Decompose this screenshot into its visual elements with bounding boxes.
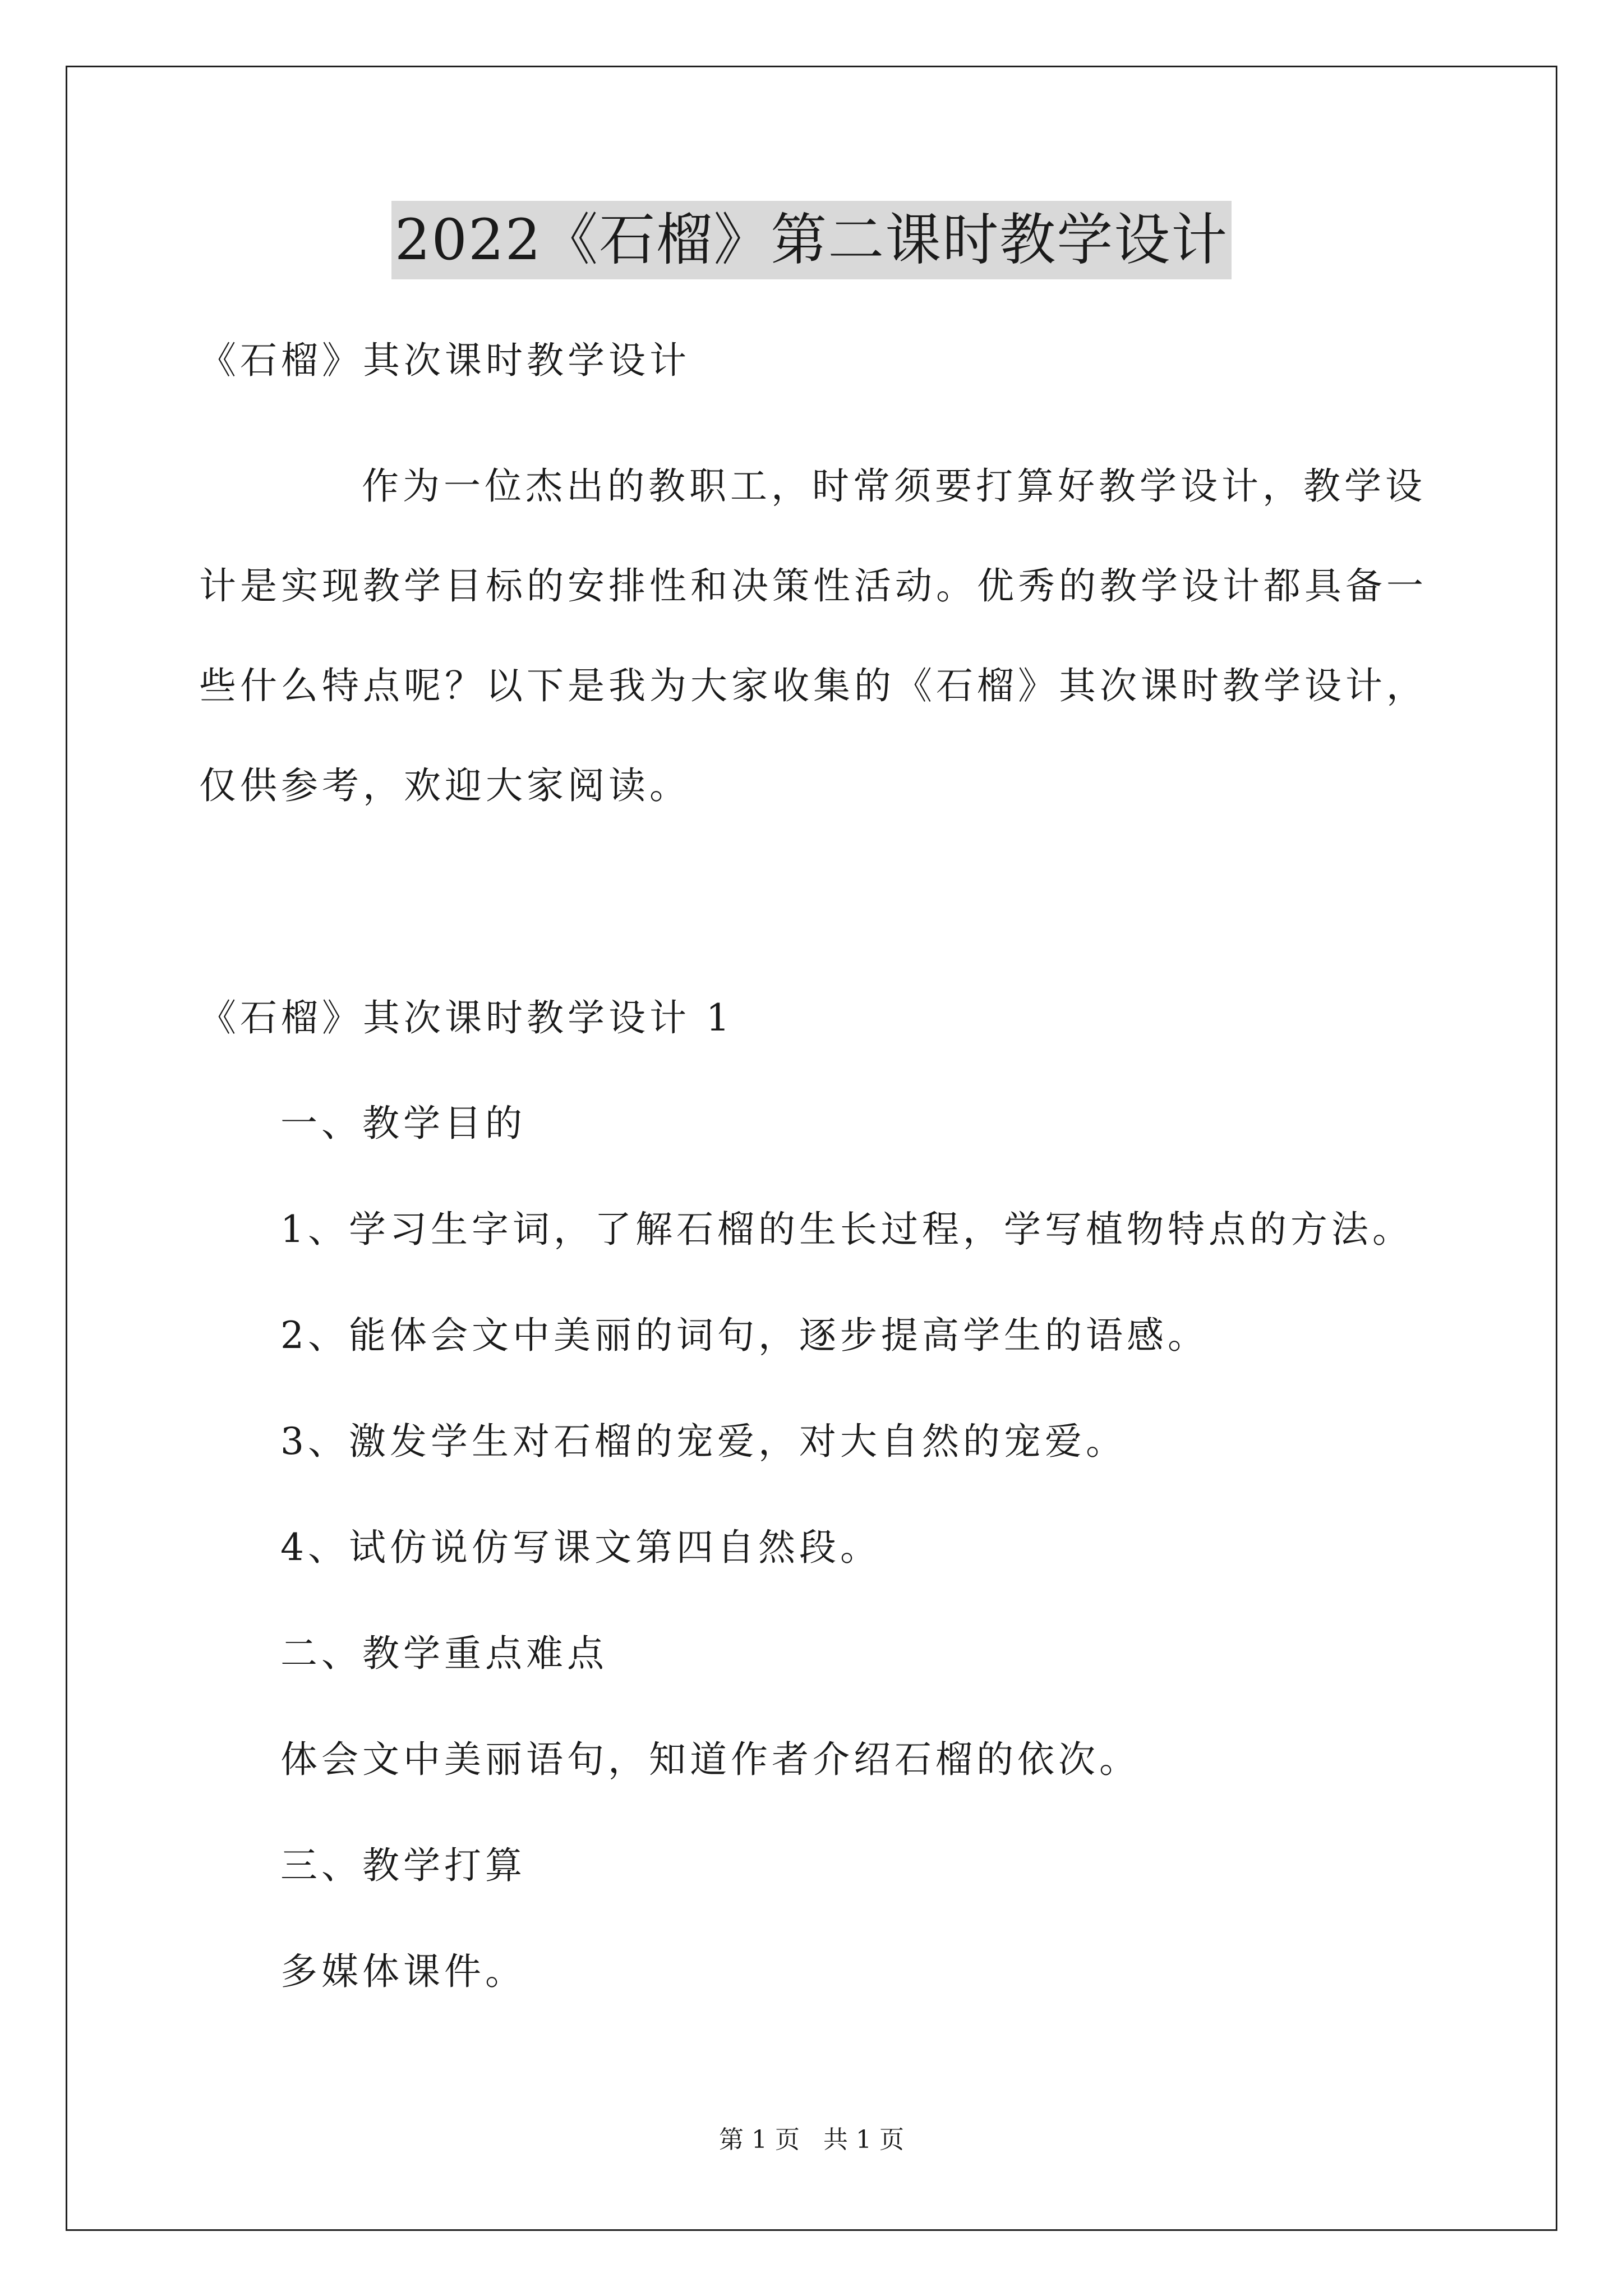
document-title: 2022《石榴》第二课时教学设计 xyxy=(391,201,1232,279)
intro-line: 计是实现教学目标的安排性和决策性活动。优秀的教学设计都具备一 xyxy=(199,564,1427,608)
intro-line: 些什么特点呢？以下是我为大家收集的《石榴》其次课时教学设计， xyxy=(199,664,1427,707)
heading-key-points: 二、教学重点难点 xyxy=(280,1632,608,1675)
heading-objectives: 一、教学目的 xyxy=(280,1102,526,1145)
page-number: 第 1 页 共 1 页 xyxy=(719,2125,904,2154)
objective-item: 1、学习生字词，了解石榴的生长过程，学写植物特点的方法。 xyxy=(280,1208,1413,1251)
section-title: 《石榴》其次课时教学设计 1 xyxy=(199,996,734,1039)
document-subtitle: 《石榴》其次课时教学设计 xyxy=(199,339,690,382)
title-container xyxy=(0,201,1623,279)
key-points-text: 体会文中美丽语句，知道作者介绍石榴的依次。 xyxy=(280,1738,1140,1781)
heading-preparation: 三、教学打算 xyxy=(280,1844,526,1887)
objective-item: 2、能体会文中美丽的词句，逐步提高学生的语感。 xyxy=(280,1314,1209,1357)
objective-item: 4、试仿说仿写课文第四自然段。 xyxy=(280,1526,881,1569)
preparation-text: 多媒体课件。 xyxy=(280,1950,526,1993)
intro-line: 仅供参考，欢迎大家阅读。 xyxy=(199,764,690,807)
objective-item: 3、激发学生对石榴的宠爱，对大自然的宠爱。 xyxy=(280,1420,1127,1463)
intro-line: 作为一位杰出的教职工，时常须要打算好教学设计，教学设 xyxy=(362,464,1426,508)
